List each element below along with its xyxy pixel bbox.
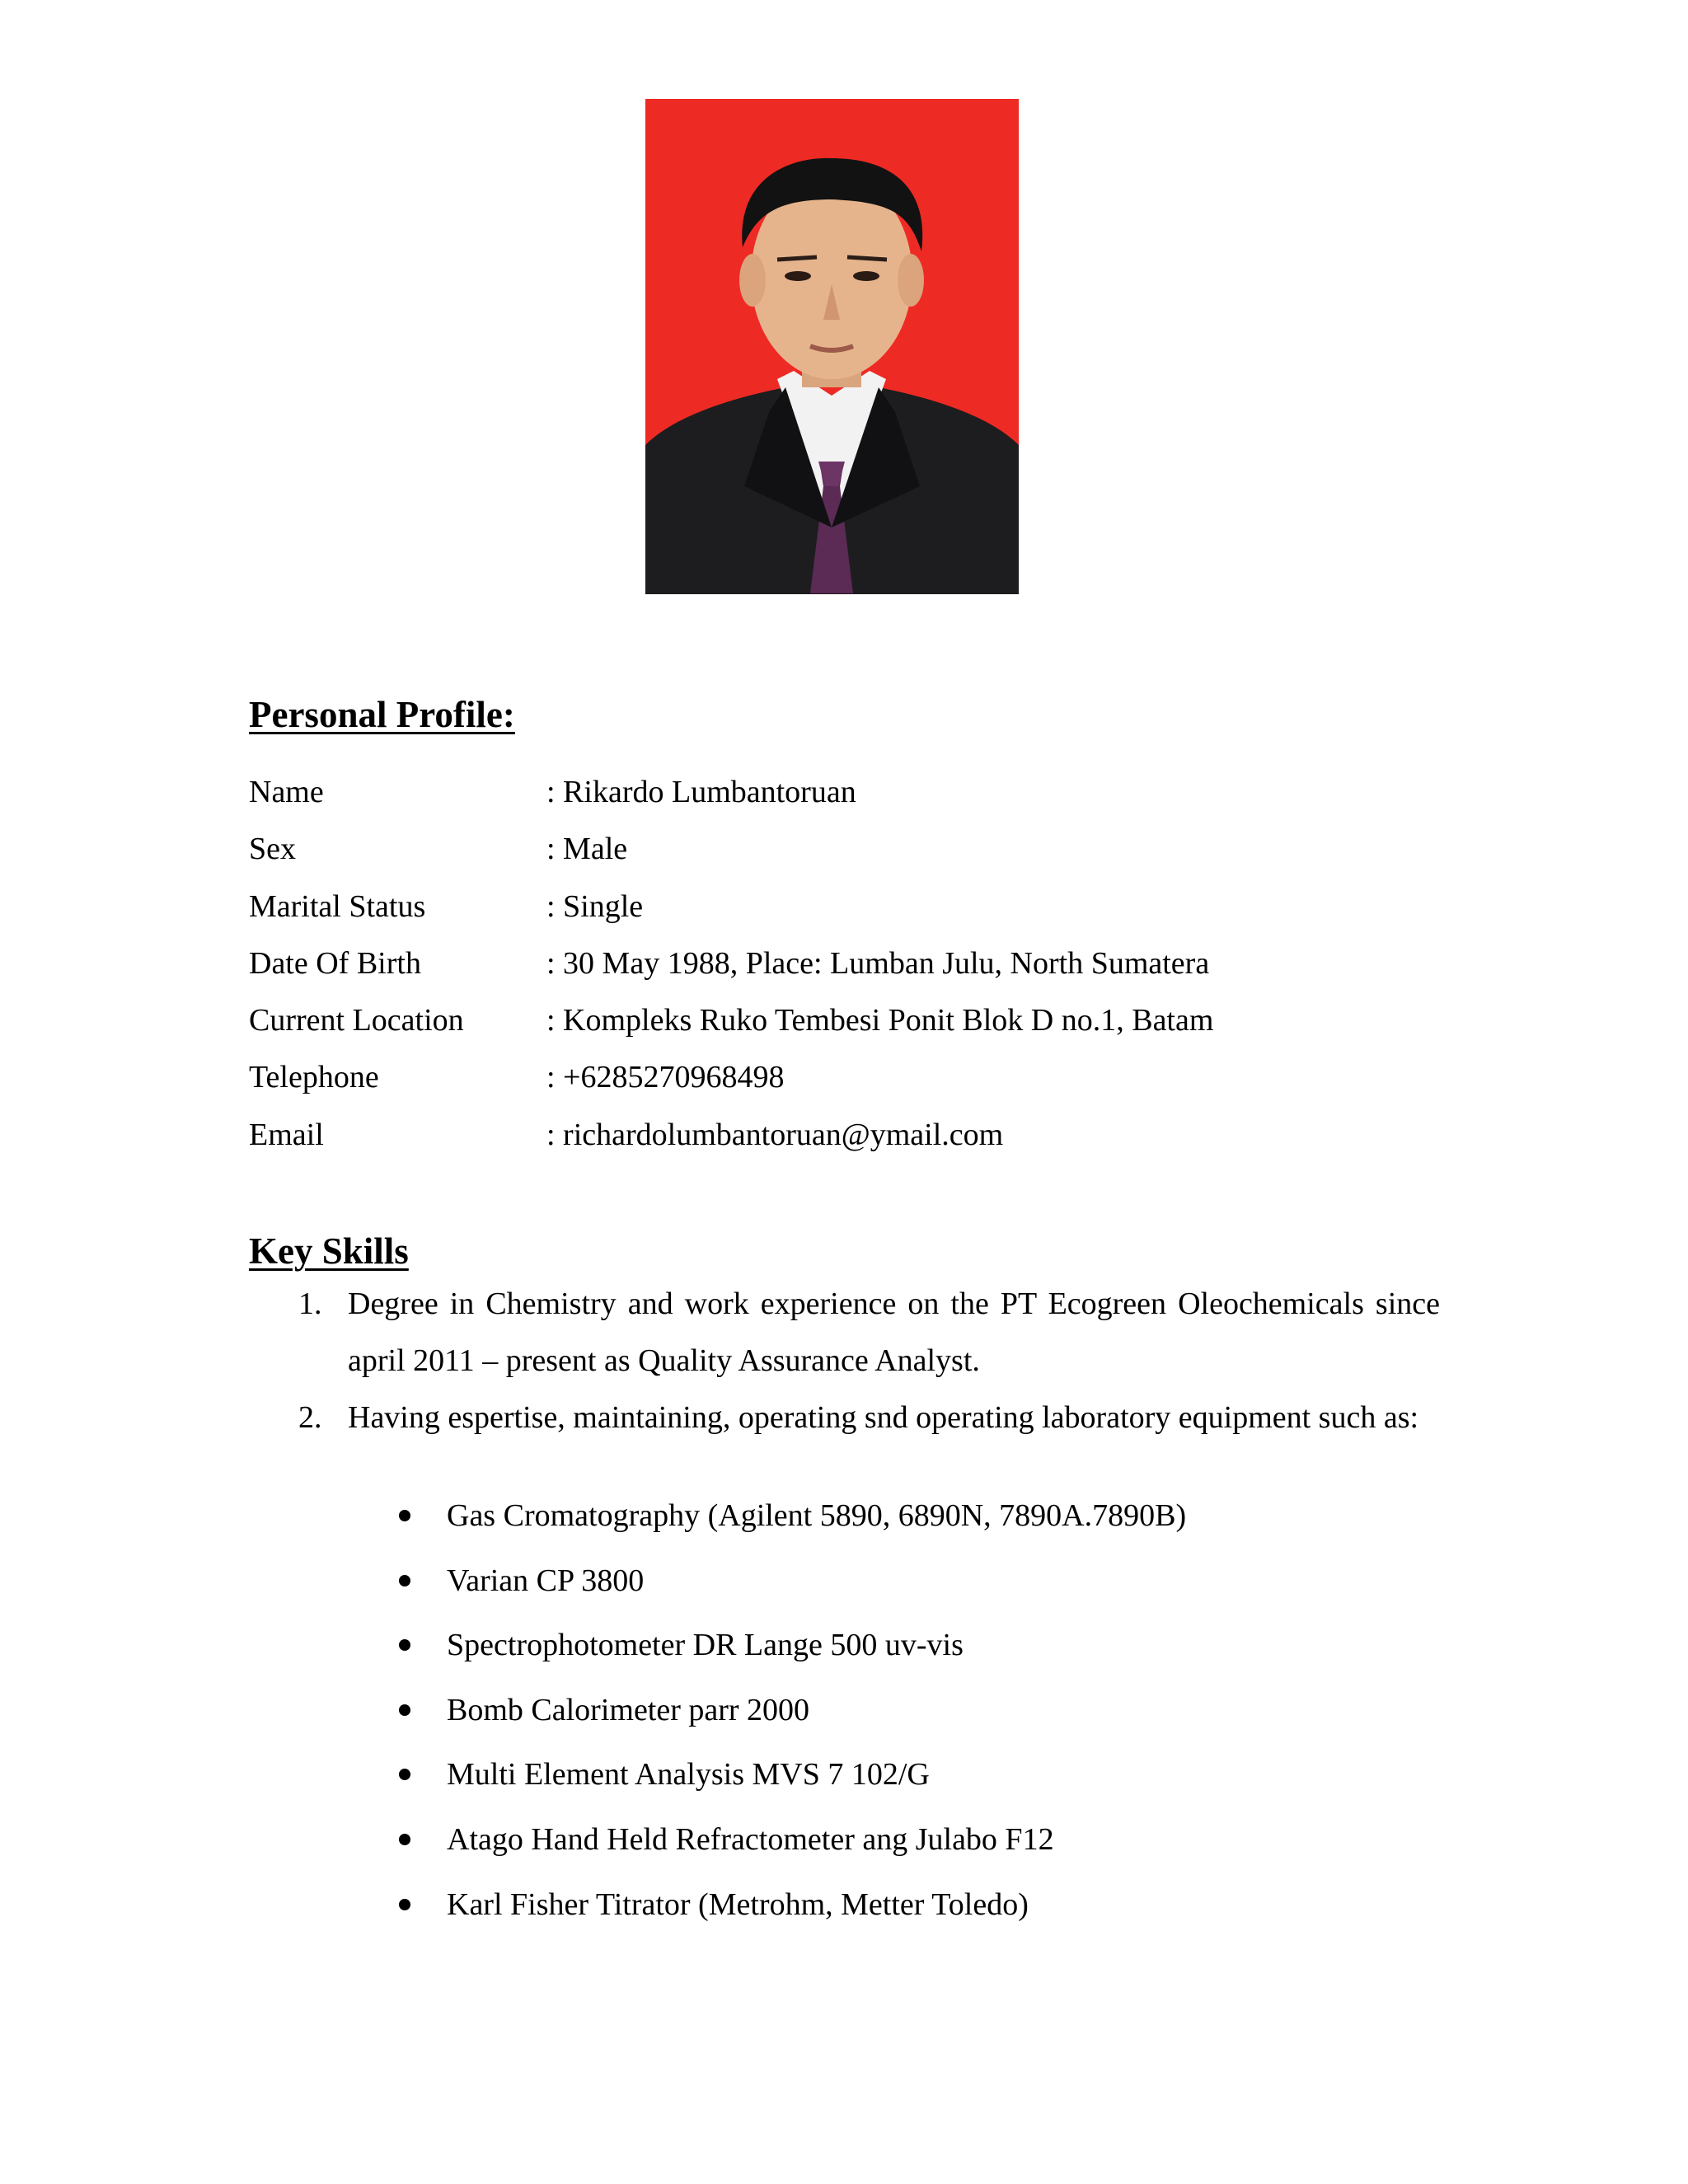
list-item-text: Bomb Calorimeter parr 2000 (447, 1692, 810, 1727)
bullet-icon (399, 1510, 410, 1521)
profile-row-name (249, 776, 1444, 833)
bullet-icon (399, 1704, 410, 1716)
list-item (396, 1759, 1467, 1824)
profile-row-date-of-birth (249, 945, 1444, 1005)
profile-value: : 30 May 1988, Place: Lumban Julu, North Sumatera (546, 945, 1210, 981)
profile-value: : +6285270968498 (546, 1060, 785, 1095)
list-item (396, 1886, 1467, 1954)
profile-label: Telephone (249, 1060, 379, 1095)
profile-row-current-location (249, 1005, 1444, 1062)
profile-label: Sex (249, 832, 296, 867)
profile-label: Email (249, 1117, 324, 1152)
key-skills-list (249, 1276, 1440, 1446)
list-item (249, 1390, 1440, 1446)
list-item-text: Having espertise, maintaining, operating snd operating laboratory equipment such as: (348, 1400, 1419, 1435)
list-item (396, 1694, 1467, 1760)
bullet-icon (399, 1834, 410, 1845)
list-item-text: Karl Fisher Titrator (Metrohm, Metter Toledo) (447, 1886, 1029, 1922)
personal-profile-heading: Personal Profile: (249, 694, 515, 735)
profile-label: Current Location (249, 1003, 464, 1038)
list-item-text: Multi Element Analysis MVS 7 102/G (447, 1757, 930, 1793)
list-item-text: Degree in Chemistry and work experience on the PT Ecogreen Oleochemicals since april 2011 – present as Quality Assurance Analyst. (348, 1286, 1440, 1378)
list-item (249, 1276, 1440, 1390)
profile-row-sex (249, 833, 1444, 890)
list-item (396, 1500, 1467, 1565)
list-item-text: Gas Cromatography (Agilent 5890, 6890N, 7890A.7890B) (447, 1498, 1187, 1533)
portrait-illustration (645, 99, 1019, 594)
list-item-text: Varian CP 3800 (447, 1563, 645, 1598)
profile-value: : Single (546, 888, 644, 924)
bullet-icon (399, 1639, 410, 1651)
profile-value: : richardolumbantoruan@ymail.com (546, 1117, 1004, 1152)
list-item-text: Spectrophotometer DR Lange 500 uv-vis (447, 1628, 964, 1663)
profile-label: Date Of Birth (249, 945, 421, 981)
equipment-list (396, 1500, 1467, 1953)
profile-row-email (249, 1119, 1444, 1176)
profile-row-marital-status (249, 888, 1444, 948)
key-skills-heading: Key Skills (249, 1230, 409, 1272)
personal-profile-table (249, 776, 1444, 1176)
bullet-icon (399, 1899, 410, 1910)
profile-value: : Kompleks Ruko Tembesi Ponit Blok D no.1, Batam (546, 1003, 1214, 1038)
bullet-icon (399, 1575, 410, 1586)
profile-value: : Rikardo Lumbantoruan (546, 775, 856, 809)
list-number: 2. (298, 1400, 322, 1435)
profile-value: : Male (546, 832, 628, 867)
bullet-icon (399, 1769, 410, 1780)
list-item (396, 1821, 1467, 1889)
profile-row-telephone (249, 1062, 1444, 1118)
list-number: 1. (298, 1286, 322, 1321)
profile-label: Marital Status (249, 888, 426, 924)
profile-label: Name (249, 775, 324, 809)
list-item (396, 1565, 1467, 1630)
list-item-text: Atago Hand Held Refractometer ang Julabo F12 (447, 1821, 1054, 1857)
list-item (396, 1629, 1467, 1694)
profile-photo (645, 99, 1019, 594)
